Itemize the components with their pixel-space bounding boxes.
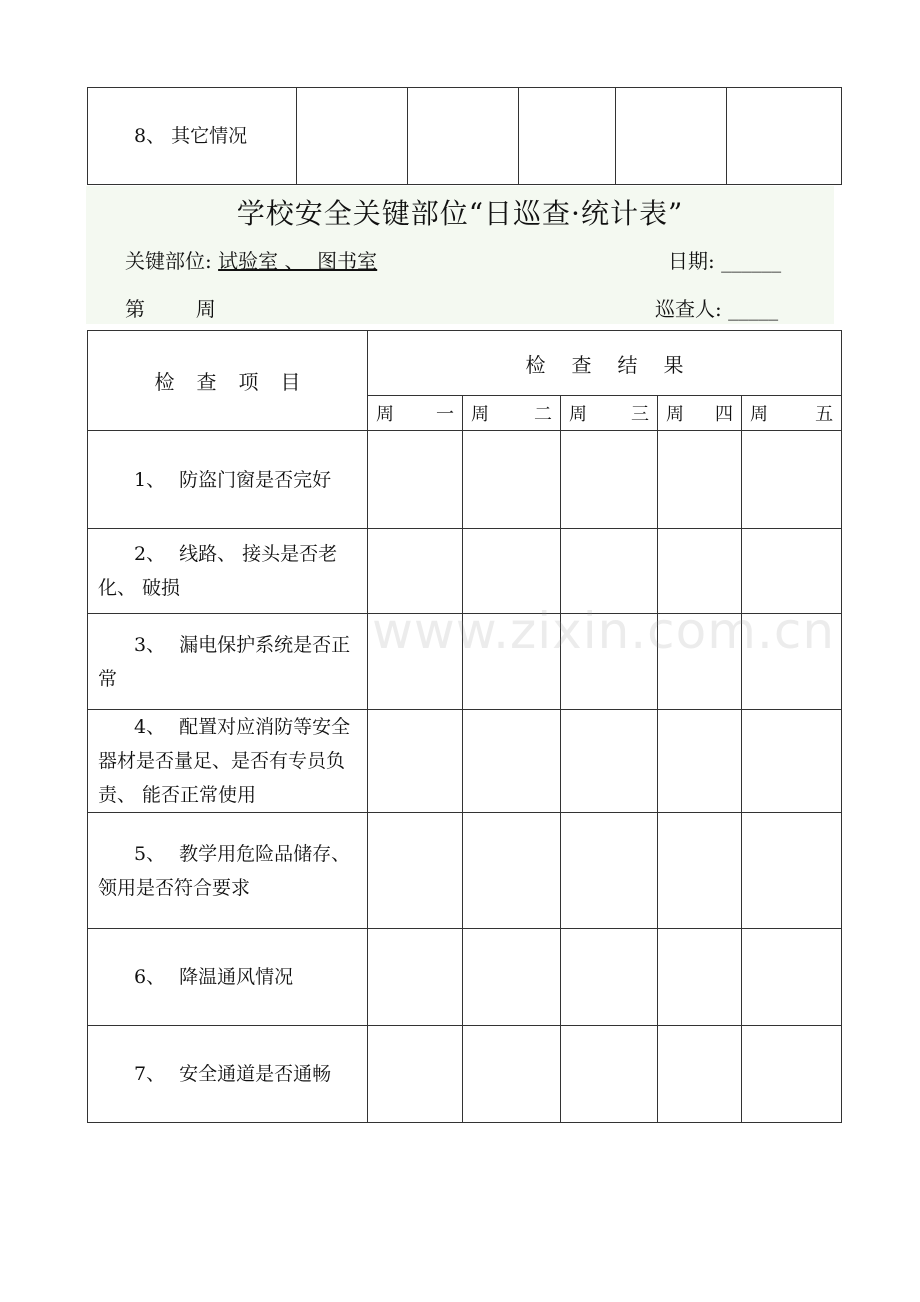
- watermark: www.zixin.com.cn: [372, 602, 836, 660]
- item-other-label: 8、 其它情况: [134, 125, 248, 147]
- previous-page-table: [87, 87, 842, 185]
- result-header: 检查结果: [368, 331, 842, 396]
- result-cell[interactable]: [727, 88, 842, 185]
- weekday-thu: 周 四: [658, 396, 742, 431]
- result-cell[interactable]: [368, 529, 463, 614]
- check-item-text: 防盗门窗是否完好: [179, 468, 332, 491]
- table-row: [88, 813, 842, 929]
- check-item-text: 配置对应消防等安全器材是否量足、是否有专员负责、 能否正常使用: [98, 716, 351, 806]
- check-item-text: 漏电保护系统是否正常: [98, 633, 351, 690]
- week-field: [125, 293, 216, 322]
- item-header: 检查项目: [88, 331, 368, 431]
- table-row: [88, 710, 842, 813]
- key-location: [125, 245, 377, 274]
- check-item-text: 降温通风情况: [179, 966, 294, 988]
- result-cell[interactable]: [742, 929, 842, 1026]
- result-cell[interactable]: [561, 710, 658, 813]
- check-item-text: 安全通道是否通畅: [179, 1063, 332, 1085]
- result-cell[interactable]: [408, 88, 519, 185]
- week-suffix: 周: [195, 297, 216, 321]
- weekday-tue: 周 二: [463, 396, 561, 431]
- result-cell[interactable]: [658, 529, 742, 614]
- result-cell[interactable]: [368, 431, 463, 529]
- result-cell[interactable]: [742, 813, 842, 929]
- check-item-number: 2、: [134, 543, 166, 565]
- check-item-cell: [88, 529, 368, 614]
- item-other-cell: [88, 88, 297, 185]
- check-item-cell: [88, 929, 368, 1026]
- date-field: [668, 245, 781, 274]
- inspector-field: [655, 293, 778, 322]
- check-item-cell: [88, 710, 368, 813]
- result-cell[interactable]: [742, 1026, 842, 1123]
- result-cell[interactable]: [561, 431, 658, 529]
- check-item-text: 教学用危险品储存、领用是否符合要求: [98, 842, 351, 899]
- check-item-number: 1、: [134, 468, 166, 491]
- result-cell[interactable]: [463, 1026, 561, 1123]
- check-item-cell: [88, 813, 368, 929]
- result-cell[interactable]: [616, 88, 727, 185]
- inspector-blank[interactable]: _____: [728, 297, 779, 321]
- inspection-rows: [88, 431, 842, 1123]
- result-cell[interactable]: [742, 710, 842, 813]
- result-cell[interactable]: [368, 929, 463, 1026]
- table-row: [88, 431, 842, 529]
- table-row: [88, 88, 842, 185]
- weekday-mon: 周 一: [368, 396, 463, 431]
- result-cell[interactable]: [463, 929, 561, 1026]
- result-cell[interactable]: [463, 529, 561, 614]
- table-row: [88, 929, 842, 1026]
- inspection-table: [87, 330, 842, 1123]
- result-cell[interactable]: [561, 1026, 658, 1123]
- result-cell[interactable]: [297, 88, 408, 185]
- result-cell[interactable]: [742, 529, 842, 614]
- result-cell[interactable]: [368, 710, 463, 813]
- table-row: [88, 1026, 842, 1123]
- date-blank[interactable]: ______: [721, 249, 782, 273]
- result-cell[interactable]: [658, 710, 742, 813]
- check-item-number: 6、: [134, 966, 166, 988]
- result-cell[interactable]: [463, 710, 561, 813]
- result-cell[interactable]: [463, 813, 561, 929]
- date-label: 日期:: [668, 249, 715, 273]
- check-item-cell: [88, 431, 368, 529]
- page-title: 学校安全关键部位“日巡查·统计表”: [236, 197, 684, 230]
- weekday-fri: 周 五: [742, 396, 842, 431]
- result-cell[interactable]: [658, 929, 742, 1026]
- result-cell[interactable]: [368, 813, 463, 929]
- result-cell[interactable]: [519, 88, 616, 185]
- weekday-wed: 周 三: [561, 396, 658, 431]
- key-location-value: 试验室 、 图书室: [218, 249, 378, 273]
- key-location-label: 关键部位:: [125, 249, 212, 273]
- check-item-cell: [88, 1026, 368, 1123]
- week-prefix: 第: [125, 297, 145, 321]
- check-item-number: 4、: [134, 716, 166, 738]
- result-cell[interactable]: [561, 813, 658, 929]
- result-cell[interactable]: [561, 929, 658, 1026]
- result-cell[interactable]: [368, 1026, 463, 1123]
- inspector-label: 巡查人:: [655, 297, 722, 321]
- table-row: [88, 529, 842, 614]
- result-cell[interactable]: [658, 431, 742, 529]
- check-item-text: 线路、 接头是否老化、 破损: [98, 543, 338, 599]
- result-cell[interactable]: [742, 431, 842, 529]
- check-item-number: 3、: [134, 633, 166, 656]
- result-cell[interactable]: [658, 1026, 742, 1123]
- result-cell[interactable]: [463, 431, 561, 529]
- result-cell[interactable]: [658, 813, 742, 929]
- check-item-number: 5、: [134, 842, 166, 865]
- check-item-number: 7、: [134, 1063, 166, 1085]
- check-item-cell: [88, 614, 368, 710]
- result-cell[interactable]: [561, 529, 658, 614]
